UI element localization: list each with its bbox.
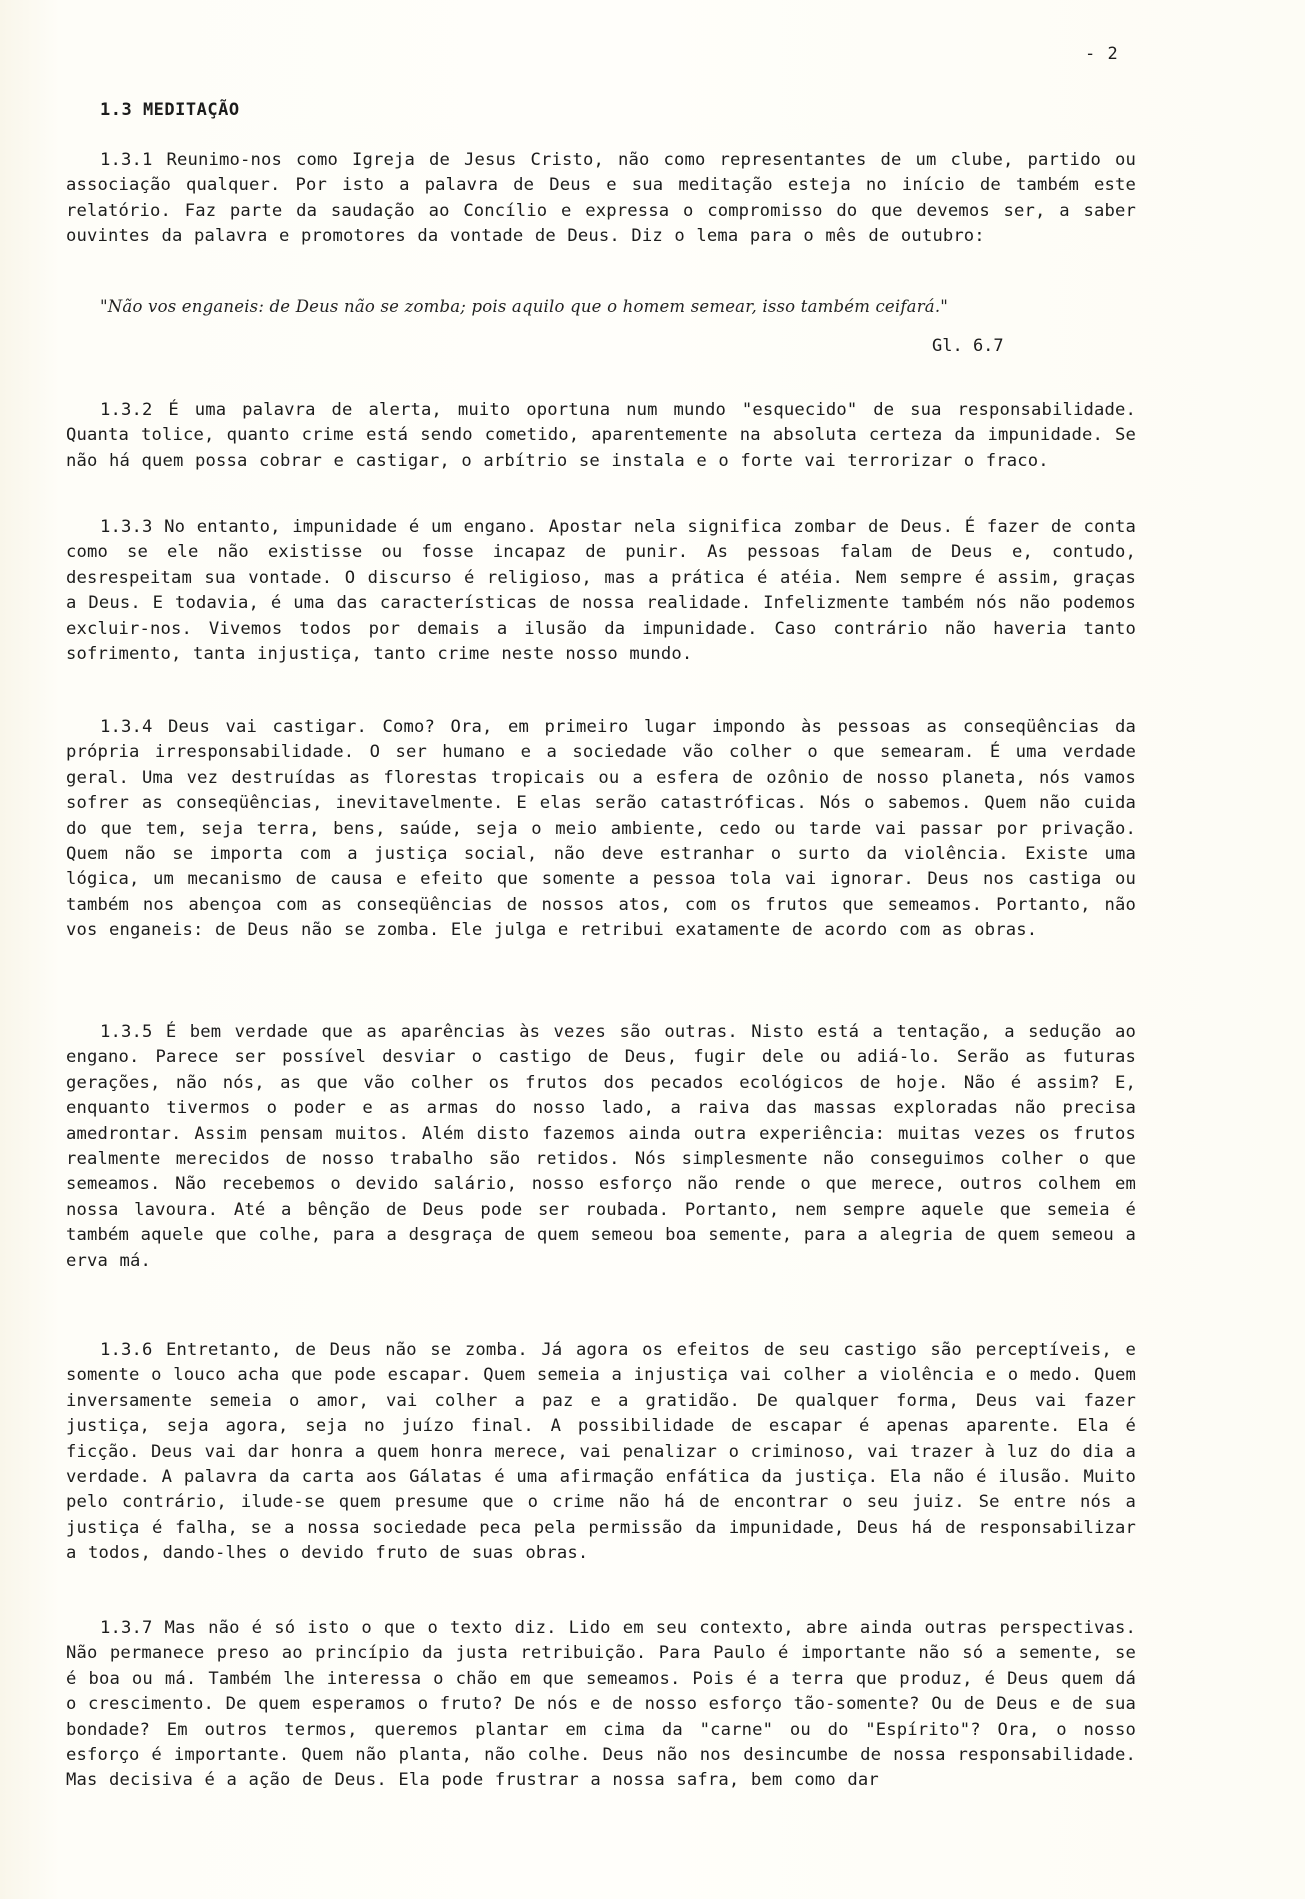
section-heading: 1.3 MEDITAÇÃO	[100, 100, 240, 120]
paragraph-1-3-7: 1.3.7 Mas não é só isto o que o texto diz. Lido em seu contexto, abre ainda outras perspectivas. Não permanece preso ao princípio da justa retribuição. Para Paulo é importante não só a semente, se é boa ou má. Também lhe interessa o chão em que semeamos. Pois é a terra que produz, é Deus quem dá o crescimento. De quem esperamos o fruto? De nós e de nosso esforço tão-somente? Ou de Deus e de sua bondade? Em outros termos, queremos plantar em cima da "carne" ou do "Espírito"? Ora, o nosso esforço é importante. Quem não planta, não colhe. Deus não nos desincumbe de nossa responsabilidade. Mas decisiva é a ação de Deus. Ela pode frustrar a nossa safra, bem como dar	[66, 1618, 1136, 1791]
paragraph-1-3-4: 1.3.4 Deus vai castigar. Como? Ora, em primeiro lugar impondo às pessoas as conseqüências da própria irresponsabilidade. O ser humano e a sociedade vão colher o que semearam. É uma verdade geral. Uma vez destruídas as florestas tropicais ou a esfera de ozônio de nosso planeta, nós vamos sofrer as conseqüências, inevitavelmente. E elas serão catastróficas. Nós o sabemos. Quem não cuida do que tem, seja terra, bens, saúde, seja o meio ambiente, cedo ou tarde vai passar por privação. Quem não se importa com a justiça social, não deve estranhar o surto da violência. Existe uma lógica, um mecanismo de causa e efeito que somente a pessoa tola vai ignorar. Deus nos castiga ou também nos abençoa com as conseqüências de nossos atos, com os frutos que semeamos. Portanto, não vos enganeis: de Deus não se zomba. Ele julga e retribui exatamente de acordo com as obras.	[66, 717, 1136, 941]
paragraph-1-3-3: 1.3.3 No entanto, impunidade é um engano. Apostar nela significa zombar de Deus. É fazer de conta como se ele não existisse ou fosse incapaz de punir. As pessoas falam de Deus e, contudo, desrespeitam sua vontade. O discurso é religioso, mas a prática é atéia. Nem sempre é assim, graças a Deus. E todavia, é uma das características de nossa realidade. Infelizmente também nós não podemos excluir-nos. Vivemos todos por demais a ilusão da impunidade. Caso contrário não haveria tanto sofrimento, tanta injustiça, tanto crime neste nosso mundo.	[66, 517, 1136, 665]
paragraph-1-3-6: 1.3.6 Entretanto, de Deus não se zomba. Já agora os efeitos de seu castigo são perceptíveis, e somente o louco acha que pode escapar. Quem semeia a injustiça vai colher a violência e o medo. Quem inversamente semeia o amor, vai colher a paz e a gratidão. De qualquer forma, Deus vai fazer justiça, seja agora, seja no juízo final. A possibilidade de escapar é apenas aparente. Ela é ficção. Deus vai dar honra a quem honra merece, vai penalizar o criminoso, vai trazer à luz do dia a verdade. A palavra da carta aos Gálatas é uma afirmação enfática da justiça. Ela não é ilusão. Muito pelo contrário, ilude-se quem presume que o crime não há de encontrar o seu juiz. Se entre nós a justiça é falha, se a nossa sociedade peca pela permissão da impunidade, Deus há de responsabilizar a todos, dando-lhes o devido fruto de suas obras.	[66, 1340, 1136, 1564]
page-number: - 2	[1085, 44, 1119, 64]
paragraph-1-3-5: 1.3.5 É bem verdade que as aparências às vezes são outras. Nisto está a tentação, a sedução ao engano. Parece ser possível desviar o castigo de Deus, fugir dele ou adiá-lo. Serão as futuras gerações, não nós, as que vão colher os frutos dos pecados ecológicos de hoje. Não é assim? E, enquanto tivermos o poder e as armas do nosso lado, a raiva das massas exploradas não precisa amedrontar. Assim pensam muitos. Além disto fazemos ainda outra experiência: muitas vezes os frutos realmente merecidos de nosso trabalho são retidos. Nós simplesmente não conseguimos colher o que semeamos. Não recebemos o devido salário, nosso esforço não rende o que merece, outros colhem em nossa lavoura. Até a bênção de Deus pode ser roubada. Portanto, nem sempre aquele que semeia é também aquele que colhe, para a desgraça de quem semeou boa semente, para a alegria de quem semeou a erva má.	[66, 1022, 1136, 1271]
bible-quote: "Não vos enganeis: de Deus não se zomba; pois aquilo que o homem semear, isso também ceifará."	[100, 297, 949, 316]
quote-reference: Gl. 6.7	[932, 336, 1004, 356]
paragraph-1-3-2: 1.3.2 É uma palavra de alerta, muito oportuna num mundo "esquecido" de sua responsabilidade. Quanta tolice, quanto crime está sendo cometido, aparentemente na absoluta certeza da impunidade. Se não há quem possa cobrar e castigar, o arbítrio se instala e o forte vai terrorizar o fraco.	[66, 400, 1136, 471]
paragraph-1-3-1: 1.3.1 Reunimo-nos como Igreja de Jesus Cristo, não como representantes de um clube, partido ou associação qualquer. Por isto a palavra de Deus e sua meditação esteja no início de também este relatório. Faz parte da saudação ao Concílio e expressa o compromisso do que devemos ser, a saber ouvintes da palavra e promotores da vontade de Deus. Diz o lema para o mês de outubro:	[66, 150, 1136, 247]
